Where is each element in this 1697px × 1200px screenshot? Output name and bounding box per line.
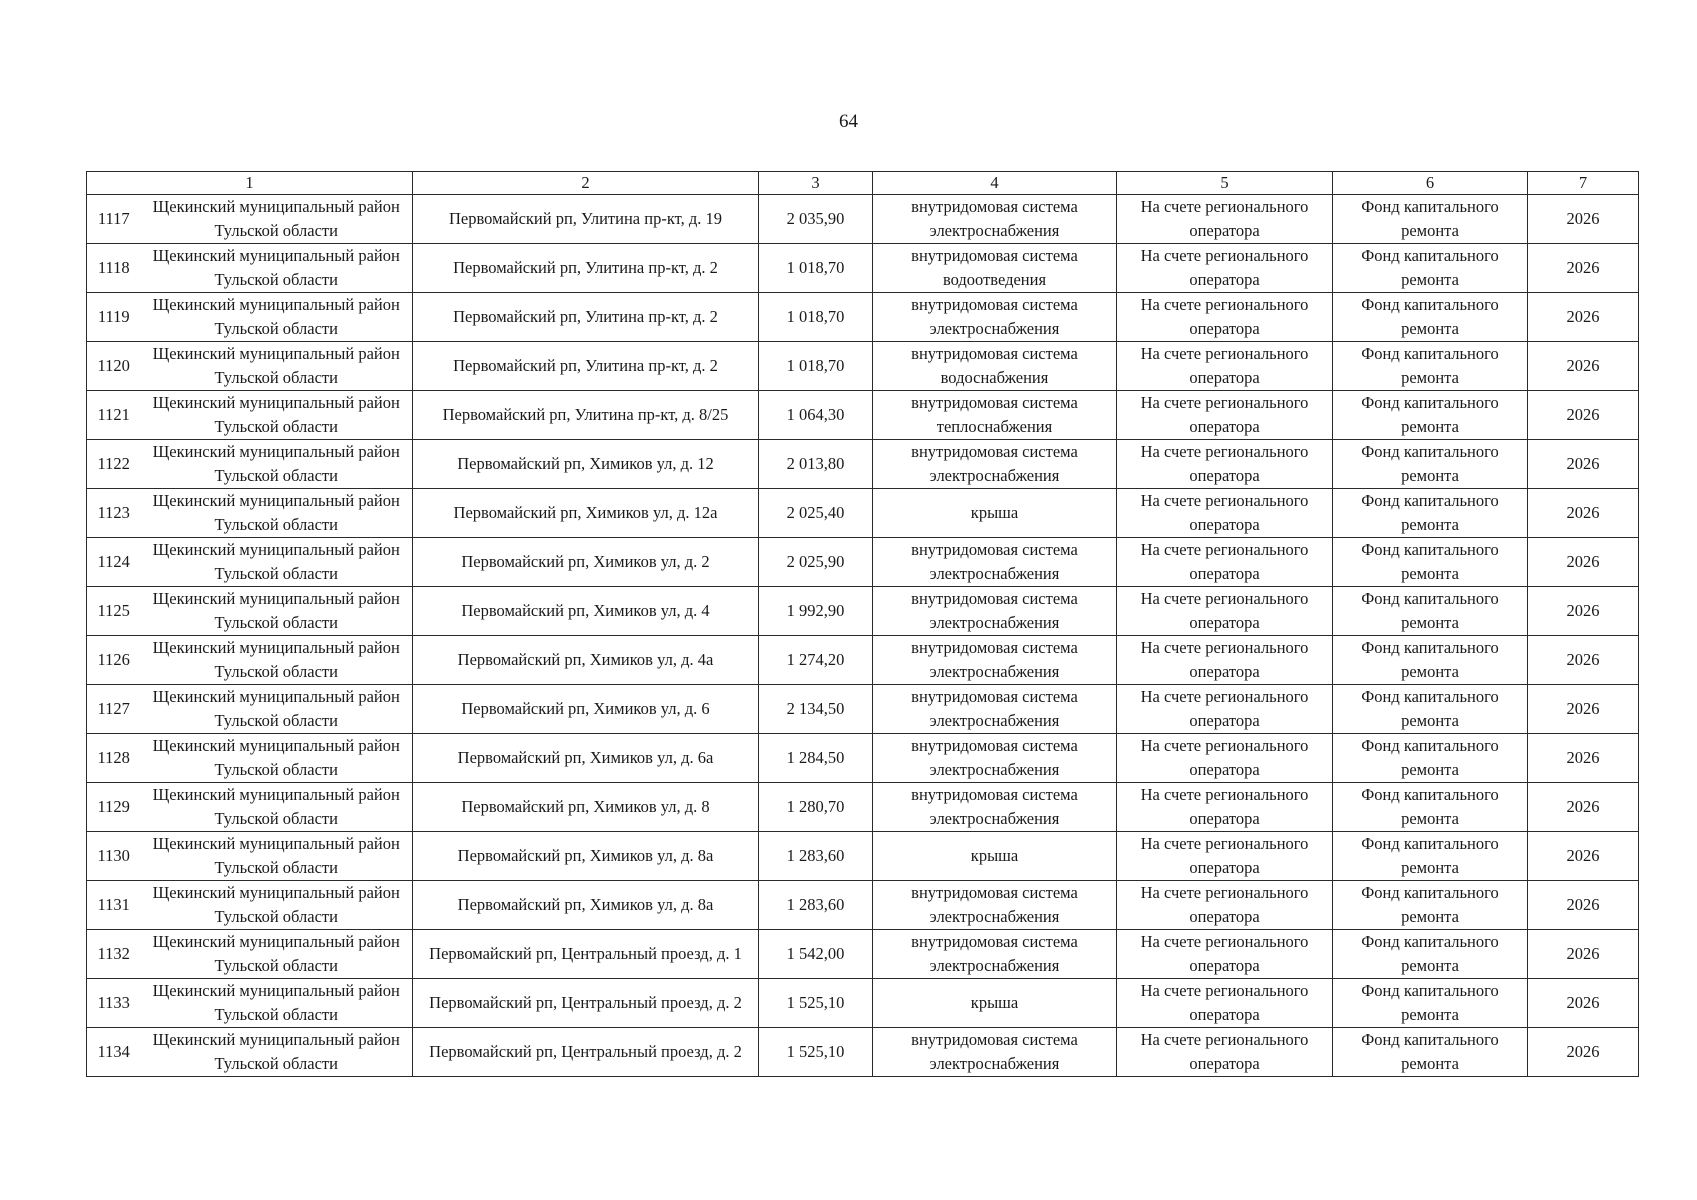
area-cell: 2 025,90 [759,538,873,587]
fund-account-cell: На счете регионального оператора [1117,587,1333,636]
area-cell: 2 035,90 [759,195,873,244]
work-type-cell: внутридомовая система электроснабжения [873,734,1117,783]
work-type-cell: крыша [873,979,1117,1028]
fund-account-cell: На счете регионального оператора [1117,979,1333,1028]
address-cell: Первомайский рп, Улитина пр-кт, д. 2 [413,244,759,293]
work-type-cell: внутридомовая система электроснабжения [873,783,1117,832]
year-cell: 2026 [1528,636,1639,685]
address-cell: Первомайский рп, Химиков ул, д. 8а [413,832,759,881]
table-row [87,489,1639,538]
work-type-cell: внутридомовая система электроснабжения [873,440,1117,489]
address-cell: Первомайский рп, Химиков ул, д. 8а [413,881,759,930]
fund-account-cell: На счете регионального оператора [1117,1028,1333,1077]
funding-source-cell: Фонд капитального ремонта [1333,1028,1528,1077]
table-row [87,1028,1639,1077]
row-number-cell: 1121 [87,391,141,440]
municipality-cell: Щекинский муниципальный район Тульской области [141,293,413,342]
address-cell: Первомайский рп, Улитина пр-кт, д. 8/25 [413,391,759,440]
table-row [87,195,1639,244]
fund-account-cell: На счете регионального оператора [1117,930,1333,979]
municipality-cell: Щекинский муниципальный район Тульской области [141,244,413,293]
area-cell: 1 018,70 [759,293,873,342]
municipality-cell: Щекинский муниципальный район Тульской области [141,342,413,391]
municipality-cell: Щекинский муниципальный район Тульской области [141,832,413,881]
work-type-cell: внутридомовая система электроснабжения [873,293,1117,342]
row-number-cell: 1134 [87,1028,141,1077]
column-header: 6 [1333,172,1528,195]
address-cell: Первомайский рп, Химиков ул, д. 12 [413,440,759,489]
row-number-cell: 1132 [87,930,141,979]
year-cell: 2026 [1528,734,1639,783]
address-cell: Первомайский рп, Улитина пр-кт, д. 19 [413,195,759,244]
area-cell: 1 283,60 [759,881,873,930]
area-cell: 1 542,00 [759,930,873,979]
municipality-cell: Щекинский муниципальный район Тульской области [141,881,413,930]
work-type-cell: внутридомовая система электроснабжения [873,587,1117,636]
area-cell: 1 525,10 [759,979,873,1028]
address-cell: Первомайский рп, Улитина пр-кт, д. 2 [413,342,759,391]
year-cell: 2026 [1528,587,1639,636]
work-type-cell: внутридомовая система электроснабжения [873,195,1117,244]
row-number-cell: 1118 [87,244,141,293]
municipality-cell: Щекинский муниципальный район Тульской области [141,979,413,1028]
table-row [87,636,1639,685]
year-cell: 2026 [1528,244,1639,293]
fund-account-cell: На счете регионального оператора [1117,342,1333,391]
table-row [87,587,1639,636]
row-number-cell: 1128 [87,734,141,783]
fund-account-cell: На счете регионального оператора [1117,293,1333,342]
fund-account-cell: На счете регионального оператора [1117,391,1333,440]
area-cell: 1 064,30 [759,391,873,440]
row-number-cell: 1130 [87,832,141,881]
area-cell: 1 280,70 [759,783,873,832]
fund-account-cell: На счете регионального оператора [1117,244,1333,293]
year-cell: 2026 [1528,293,1639,342]
funding-source-cell: Фонд капитального ремонта [1333,734,1528,783]
row-number-cell: 1117 [87,195,141,244]
row-number-cell: 1127 [87,685,141,734]
funding-source-cell: Фонд капитального ремонта [1333,930,1528,979]
table-row [87,930,1639,979]
address-cell: Первомайский рп, Центральный проезд, д. 2 [413,1028,759,1077]
municipality-cell: Щекинский муниципальный район Тульской области [141,538,413,587]
funding-source-cell: Фонд капитального ремонта [1333,587,1528,636]
year-cell: 2026 [1528,440,1639,489]
table-row [87,783,1639,832]
funding-source-cell: Фонд капитального ремонта [1333,391,1528,440]
fund-account-cell: На счете регионального оператора [1117,881,1333,930]
work-type-cell: внутридомовая система водоснабжения [873,342,1117,391]
fund-account-cell: На счете регионального оператора [1117,440,1333,489]
table-row [87,881,1639,930]
area-cell: 1 018,70 [759,244,873,293]
funding-source-cell: Фонд капитального ремонта [1333,293,1528,342]
work-type-cell: внутридомовая система электроснабжения [873,930,1117,979]
funding-source-cell: Фонд капитального ремонта [1333,489,1528,538]
area-cell: 2 013,80 [759,440,873,489]
funding-source-cell: Фонд капитального ремонта [1333,881,1528,930]
funding-source-cell: Фонд капитального ремонта [1333,832,1528,881]
address-cell: Первомайский рп, Химиков ул, д. 6 [413,685,759,734]
fund-account-cell: На счете регионального оператора [1117,489,1333,538]
area-cell: 1 283,60 [759,832,873,881]
address-cell: Первомайский рп, Химиков ул, д. 8 [413,783,759,832]
work-type-cell: внутридомовая система электроснабжения [873,538,1117,587]
table-row [87,391,1639,440]
funding-source-cell: Фонд капитального ремонта [1333,195,1528,244]
funding-source-cell: Фонд капитального ремонта [1333,685,1528,734]
municipality-cell: Щекинский муниципальный район Тульской области [141,734,413,783]
year-cell: 2026 [1528,489,1639,538]
work-type-cell: внутридомовая система водоотведения [873,244,1117,293]
municipality-cell: Щекинский муниципальный район Тульской области [141,587,413,636]
year-cell: 2026 [1528,538,1639,587]
row-number-cell: 1122 [87,440,141,489]
area-cell: 1 525,10 [759,1028,873,1077]
address-cell: Первомайский рп, Химиков ул, д. 12а [413,489,759,538]
funding-source-cell: Фонд капитального ремонта [1333,342,1528,391]
table-row [87,538,1639,587]
table-row [87,979,1639,1028]
municipality-cell: Щекинский муниципальный район Тульской области [141,930,413,979]
table-row [87,440,1639,489]
row-number-cell: 1133 [87,979,141,1028]
fund-account-cell: На счете регионального оператора [1117,685,1333,734]
table-row [87,685,1639,734]
page-number: 64 [839,111,858,132]
row-number-cell: 1126 [87,636,141,685]
row-number-cell: 1119 [87,293,141,342]
fund-account-cell: На счете регионального оператора [1117,783,1333,832]
municipality-cell: Щекинский муниципальный район Тульской области [141,391,413,440]
row-number-cell: 1120 [87,342,141,391]
row-number-cell: 1123 [87,489,141,538]
year-cell: 2026 [1528,979,1639,1028]
funding-source-cell: Фонд капитального ремонта [1333,538,1528,587]
area-cell: 2 134,50 [759,685,873,734]
work-type-cell: внутридомовая система электроснабжения [873,636,1117,685]
table-row [87,293,1639,342]
funding-source-cell: Фонд капитального ремонта [1333,636,1528,685]
funding-source-cell: Фонд капитального ремонта [1333,244,1528,293]
municipality-cell: Щекинский муниципальный район Тульской области [141,440,413,489]
row-number-cell: 1131 [87,881,141,930]
work-type-cell: внутридомовая система теплоснабжения [873,391,1117,440]
year-cell: 2026 [1528,195,1639,244]
year-cell: 2026 [1528,783,1639,832]
year-cell: 2026 [1528,930,1639,979]
address-cell: Первомайский рп, Химиков ул, д. 4а [413,636,759,685]
fund-account-cell: На счете регионального оператора [1117,538,1333,587]
work-type-cell: внутридомовая система электроснабжения [873,881,1117,930]
area-cell: 1 992,90 [759,587,873,636]
address-cell: Первомайский рп, Центральный проезд, д. 1 [413,930,759,979]
fund-account-cell: На счете регионального оператора [1117,195,1333,244]
year-cell: 2026 [1528,342,1639,391]
column-header: 5 [1117,172,1333,195]
column-header: 3 [759,172,873,195]
column-header: 1 [87,172,413,195]
capital-repair-table [86,171,1639,1077]
address-cell: Первомайский рп, Химиков ул, д. 6а [413,734,759,783]
column-number-row [87,172,1639,195]
municipality-cell: Щекинский муниципальный район Тульской области [141,195,413,244]
area-cell: 1 274,20 [759,636,873,685]
year-cell: 2026 [1528,1028,1639,1077]
municipality-cell: Щекинский муниципальный район Тульской области [141,1028,413,1077]
funding-source-cell: Фонд капитального ремонта [1333,440,1528,489]
fund-account-cell: На счете регионального оператора [1117,636,1333,685]
year-cell: 2026 [1528,881,1639,930]
year-cell: 2026 [1528,832,1639,881]
table-row [87,832,1639,881]
column-header: 4 [873,172,1117,195]
funding-source-cell: Фонд капитального ремонта [1333,979,1528,1028]
municipality-cell: Щекинский муниципальный район Тульской области [141,783,413,832]
table-row [87,244,1639,293]
area-cell: 1 284,50 [759,734,873,783]
municipality-cell: Щекинский муниципальный район Тульской области [141,489,413,538]
funding-source-cell: Фонд капитального ремонта [1333,783,1528,832]
row-number-cell: 1125 [87,587,141,636]
work-type-cell: крыша [873,832,1117,881]
address-cell: Первомайский рп, Химиков ул, д. 4 [413,587,759,636]
municipality-cell: Щекинский муниципальный район Тульской области [141,685,413,734]
year-cell: 2026 [1528,391,1639,440]
table-body [87,172,1639,1077]
year-cell: 2026 [1528,685,1639,734]
address-cell: Первомайский рп, Улитина пр-кт, д. 2 [413,293,759,342]
work-type-cell: внутридомовая система электроснабжения [873,1028,1117,1077]
area-cell: 1 018,70 [759,342,873,391]
row-number-cell: 1129 [87,783,141,832]
fund-account-cell: На счете регионального оператора [1117,832,1333,881]
row-number-cell: 1124 [87,538,141,587]
area-cell: 2 025,40 [759,489,873,538]
column-header: 2 [413,172,759,195]
work-type-cell: внутридомовая система электроснабжения [873,685,1117,734]
fund-account-cell: На счете регионального оператора [1117,734,1333,783]
work-type-cell: крыша [873,489,1117,538]
municipality-cell: Щекинский муниципальный район Тульской области [141,636,413,685]
column-header: 7 [1528,172,1639,195]
address-cell: Первомайский рп, Центральный проезд, д. 2 [413,979,759,1028]
address-cell: Первомайский рп, Химиков ул, д. 2 [413,538,759,587]
table-row [87,734,1639,783]
table-row [87,342,1639,391]
